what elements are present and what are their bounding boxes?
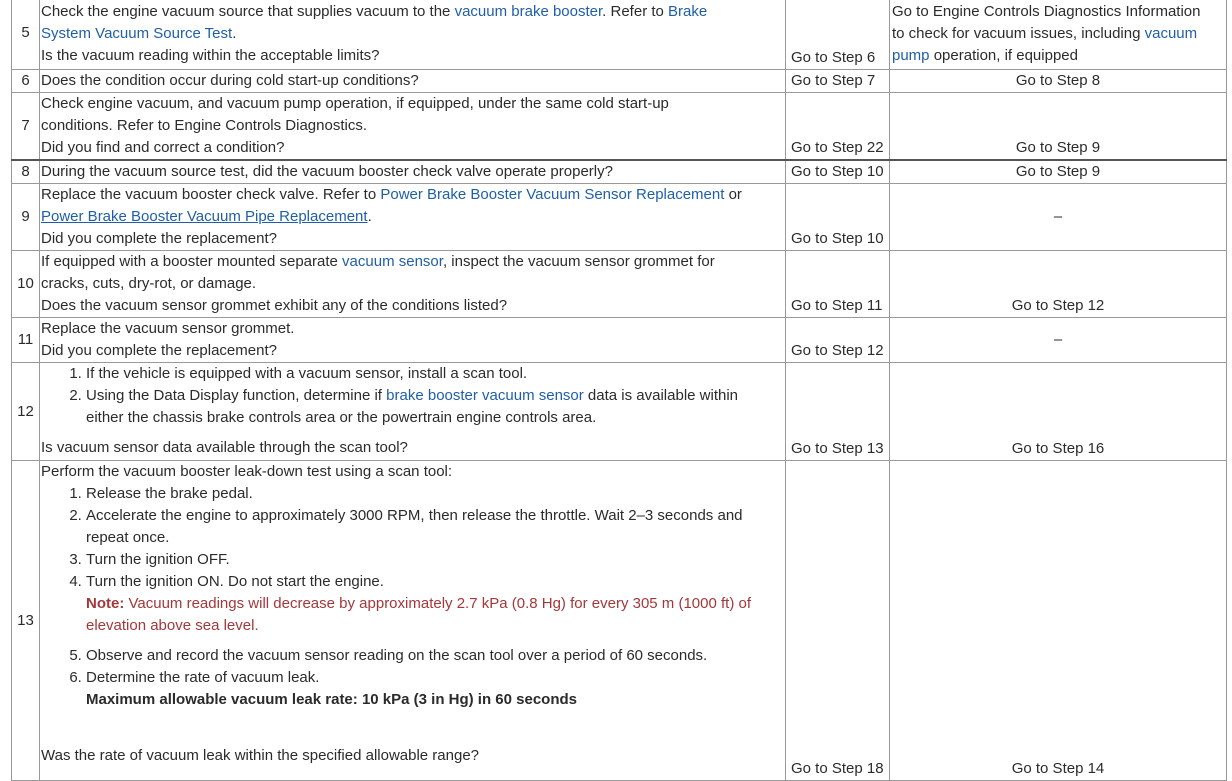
step-action: Check engine vacuum, and vacuum pump operation, if equipped, under the same cold start-up conditions. Refer to Engine Controls Diagnostics. Did you find and correct a condition? — [40, 93, 786, 161]
link-brake-vacuum-source-test[interactable]: Brake — [668, 3, 708, 20]
step-yes: Go to Step 6 — [786, 0, 890, 70]
step-number: 7 — [12, 93, 40, 161]
step-no: Go to Step 9 — [890, 93, 1227, 161]
step-yes: Go to Step 10 — [786, 160, 890, 184]
table-row — [12, 0, 1227, 70]
link-vacuum-pump-cont[interactable]: pump — [892, 47, 930, 64]
table-row — [12, 461, 1227, 781]
step-action: Perform the vacuum booster leak-down test using a scan tool: 1. Release the brake pedal. 2. Accelerate the engine to approximately 3000 RPM, then release the throttle. Wait 2–3 seconds and repeat once. 3. Turn the ignition OFF. 4. Turn the ignition ON. Do not start the engine. Note: Vacuum readings will decrease by approximately 2.7 kPa (0.8 Hg) for every 305 m (1000 ft) of elevation above sea level. 5. Observe and record the vacuum sensor reading on the scan tool over a period of 60 seconds. 6. Determine the rate of vacuum leak. Maximum allowable vacuum leak rate: 10 kPa (3 in Hg) in 60 seconds Was the rate of vacuum leak within the specified allowable range? — [40, 461, 786, 781]
link-brake-booster-vacuum-sensor[interactable]: brake booster vacuum sensor — [386, 387, 584, 404]
table-row — [12, 251, 1227, 318]
step-action: Replace the vacuum booster check valve. Refer to Power Brake Booster Vacuum Sensor Replacement or Power Brake Booster Vacuum Pipe Replacement. Did you complete the replacement? — [40, 184, 786, 251]
step-number: 5 — [12, 0, 40, 70]
list-item: 2. Accelerate the engine to approximately 3000 RPM, then release the throttle. Wait 2–3 seconds and repeat once. — [86, 505, 784, 549]
step-no: Go to Step 14 — [890, 461, 1227, 781]
step-number: 6 — [12, 70, 40, 93]
table-row — [12, 93, 1227, 161]
list-item: 2. Using the Data Display function, determine if brake booster vacuum sensor data is available within either the chassis brake controls area or the powertrain engine controls area. — [86, 385, 784, 429]
list-item: 1. If the vehicle is equipped with a vacuum sensor, install a scan tool. — [86, 363, 784, 385]
step-action: Does the condition occur during cold start-up conditions? — [40, 70, 786, 93]
step-list — [41, 363, 784, 429]
list-item: 1. Release the brake pedal. — [86, 483, 784, 505]
step-yes: Go to Step 7 — [786, 70, 890, 93]
link-vacuum-sensor[interactable]: vacuum sensor — [342, 253, 443, 270]
step-yes: Go to Step 18 — [786, 461, 890, 781]
link-vacuum-pump[interactable]: vacuum — [1144, 25, 1198, 42]
link-vacuum-brake-booster[interactable]: vacuum brake booster — [454, 3, 603, 20]
diagnostic-table — [11, 0, 1227, 781]
list-item: 4. Turn the ignition ON. Do not start the engine. — [86, 571, 784, 593]
link-vacuum-pipe-replacement[interactable]: Power Brake Booster Vacuum Pipe Replacement — [41, 208, 368, 225]
max-leak-rate: Maximum allowable vacuum leak rate: 10 kPa (3 in Hg) in 60 seconds — [86, 691, 578, 708]
step-action: 1. If the vehicle is equipped with a vacuum sensor, install a scan tool. 2. Using the Data Display function, determine if brake booster vacuum sensor data is available within either the chassis brake controls area or the powertrain engine controls area. Is vacuum sensor data available through the scan tool? — [40, 363, 786, 461]
step-list — [41, 483, 784, 593]
step-no: – — [890, 184, 1227, 251]
link-vacuum-sensor-replacement[interactable]: Power Brake Booster Vacuum Sensor Replacement — [380, 186, 725, 203]
step-action: If equipped with a booster mounted separate vacuum sensor, inspect the vacuum sensor grommet for cracks, cuts, dry-rot, or damage. Does the vacuum sensor grommet exhibit any of the conditions listed? — [40, 251, 786, 318]
table-row — [12, 160, 1227, 184]
step-no: Go to Engine Controls Diagnostics Information to check for vacuum issues, including vacuum pump operation, if equipped — [890, 0, 1227, 70]
step-yes: Go to Step 11 — [786, 251, 890, 318]
list-item: 3. Turn the ignition OFF. — [86, 549, 784, 571]
step-number: 11 — [12, 318, 40, 363]
list-item: 5. Observe and record the vacuum sensor reading on the scan tool over a period of 60 seconds. — [86, 645, 784, 667]
link-brake-vacuum-source-test-cont[interactable]: System Vacuum Source Test — [41, 25, 233, 42]
table-row — [12, 184, 1227, 251]
step-no: Go to Step 8 — [890, 70, 1227, 93]
step-action: Replace the vacuum sensor grommet. Did you complete the replacement? — [40, 318, 786, 363]
step-no: – — [890, 318, 1227, 363]
step-yes: Go to Step 12 — [786, 318, 890, 363]
step-number: 10 — [12, 251, 40, 318]
step-no: Go to Step 16 — [890, 363, 1227, 461]
table-row — [12, 70, 1227, 93]
step-action: During the vacuum source test, did the vacuum booster check valve operate properly? — [40, 160, 786, 184]
step-number: 8 — [12, 160, 40, 184]
list-item: 6. Determine the rate of vacuum leak. — [86, 667, 784, 689]
step-number: 13 — [12, 461, 40, 781]
step-no: Go to Step 12 — [890, 251, 1227, 318]
step-action: Check the engine vacuum source that supplies vacuum to the vacuum brake booster. Refer to Brake System Vacuum Source Test. Is the vacuum reading within the acceptable limits? — [40, 0, 786, 70]
step-no: Go to Step 9 — [890, 160, 1227, 184]
step-yes: Go to Step 13 — [786, 363, 890, 461]
step-number: 9 — [12, 184, 40, 251]
step-yes: Go to Step 10 — [786, 184, 890, 251]
step-number: 12 — [12, 363, 40, 461]
note: Note: Vacuum readings will decrease by approximately 2.7 kPa (0.8 Hg) for every 305 m (1000 ft) of elevation above sea level. — [86, 595, 752, 634]
table-row — [12, 363, 1227, 461]
step-yes: Go to Step 22 — [786, 93, 890, 161]
step-list — [41, 645, 784, 689]
table-row — [12, 318, 1227, 363]
